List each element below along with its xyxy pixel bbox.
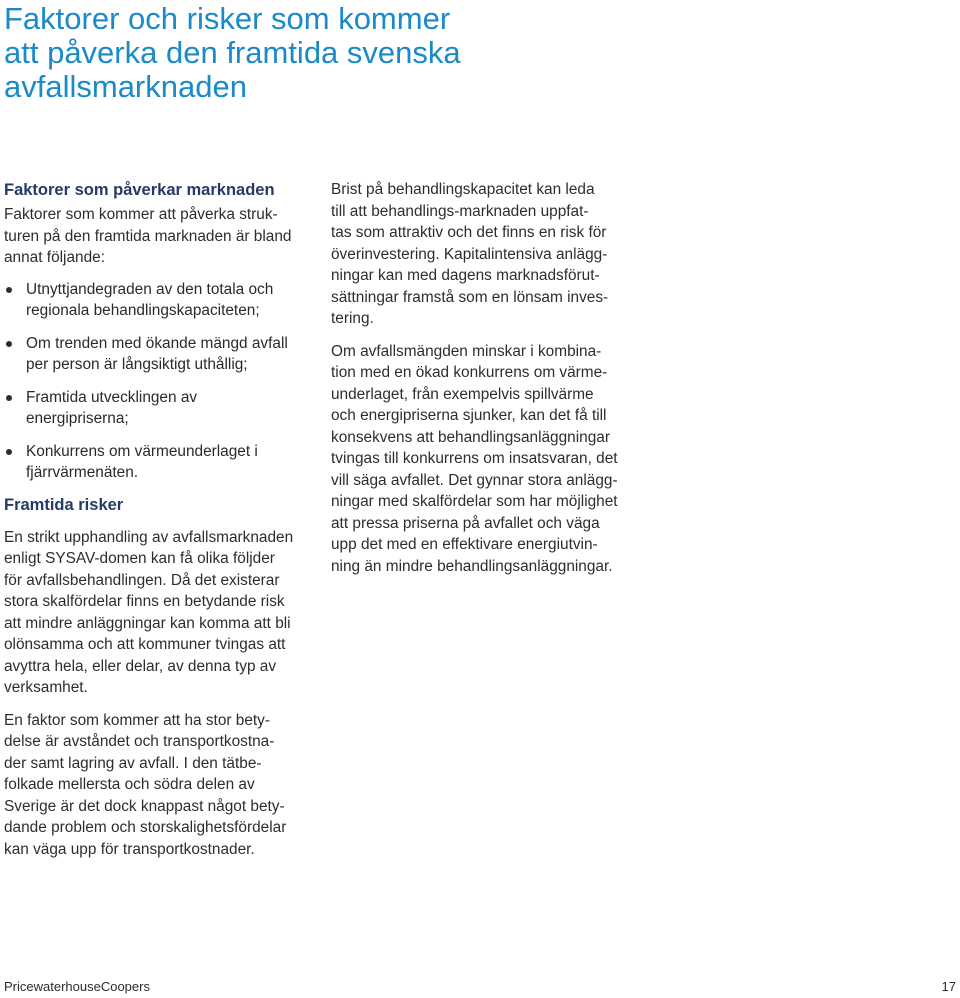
footer-company: PricewaterhouseCoopers [4,979,150,994]
list-item: Utnyttjandegraden av den totala och regionala behandlingskapaciteten; [4,279,324,322]
factors-list [4,279,324,484]
bullet-icon [6,341,12,347]
right-paragraph-2: Om avfallsmängden minskar i kombina- tion med en ökad konkurrens om värme- underlaget, från exempelvis spillvärme och energipriserna sjunker, kan det få till konsekvens att behandlingsanläggningar tvingas till konkurrens om insatsvaran, det vill säga avfallet. Det gynnar stora anlägg- ningar med skalfördelar som har möjlighet att pressa priserna på avfallet och väga upp det med en effektivare energiutvin- ning än mindre behandlingsanläggningar. [331,342,618,575]
page-title [4,2,724,104]
bullet-icon [6,395,12,401]
list-item: Konkurrens om värmeunderlaget i fjärrvärmenäten. [4,441,324,484]
bullet-icon [6,287,12,293]
list-item: Om trenden med ökande mängd avfall per person är långsiktigt uthållig; [4,333,324,376]
title-line: Faktorer och risker som kommer [4,1,451,36]
factors-intro: Faktorer som kommer att påverka struk- turen på den framtida marknaden är bland annat följande: [4,206,292,266]
risks-paragraph-1: En strikt upphandling av avfallsmarknaden enligt SYSAV-domen kan få olika följder för avfallsbehandlingen. Då det existerar stora skalfördelar finns en betydande risk att mindre anläggningar kan komma att bli olönsamma och att kommuner tvingas att avyttra hela, eller delar, av denna typ av verksamhet. [4,528,294,696]
right-column [331,179,651,577]
list-item: Framtida utvecklingen av energipriserna; [4,387,324,430]
section-heading-risks: Framtida risker [4,495,124,514]
bullet-icon [6,449,12,455]
title-line: avfallsmarknaden [4,69,247,104]
page-number: 17 [941,979,956,994]
right-paragraph-1: Brist på behandlingskapacitet kan leda till att behandlings-marknaden uppfat- tas som attraktiv och det finns en risk för överinvestering. Kapitalintensiva anlägg- ningar kan med dagens marknadsförut- sättningar framstå som en lönsam inves- tering. [331,181,609,327]
left-column [4,179,324,860]
risks-paragraph-2: En faktor som kommer att ha stor bety- delse är avståndet och transportkostna- der samt lagring av avfall. I den tätbe- folkade mellersta och södra delen av Sverige är det dock knappast något bety- dande problem och storskalighetsfördelar kan väga upp för transportkostnader. [4,711,287,858]
section-heading-factors: Faktorer som påverkar marknaden [4,181,275,199]
title-line: att påverka den framtida svenska [4,35,461,70]
